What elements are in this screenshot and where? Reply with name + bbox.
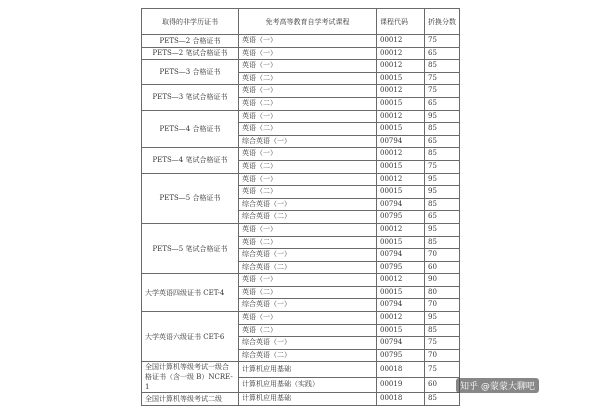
course-cell: 综合英语（一） — [239, 198, 377, 211]
score-cell: 95 — [425, 110, 460, 123]
certificate-cell: 大学英语四级证书 CET-4 — [142, 274, 239, 312]
code-cell: 00795 — [377, 349, 425, 362]
score-cell: 65 — [425, 211, 460, 224]
course-cell: 英语（二） — [239, 186, 377, 199]
score-cell: 75 — [425, 35, 460, 48]
code-cell: 00794 — [377, 337, 425, 350]
code-cell: 00012 — [377, 85, 425, 98]
code-cell: 00012 — [377, 110, 425, 123]
certificate-cell: PETS—3 笔试合格证书 — [142, 85, 239, 110]
code-cell: 00012 — [377, 274, 425, 287]
course-cell: 综合英语（二） — [239, 349, 377, 362]
course-cell: 综合英语（二） — [239, 211, 377, 224]
course-cell: 综合英语（一） — [239, 135, 377, 148]
course-cell: 英语（二） — [239, 160, 377, 173]
certificate-cell: PETS—3 合格证书 — [142, 60, 239, 85]
score-cell: 75 — [425, 337, 460, 350]
header-course-code: 课程代码 — [377, 9, 425, 35]
score-cell: 85 — [425, 324, 460, 337]
code-cell: 00018 — [377, 362, 425, 378]
code-cell: 00794 — [377, 249, 425, 262]
table-row — [142, 393, 460, 406]
score-cell: 85 — [425, 198, 460, 211]
code-cell: 00012 — [377, 173, 425, 186]
course-cell: 英语（一） — [239, 60, 377, 73]
code-cell: 00018 — [377, 393, 425, 406]
course-cell: 计算机应用基础 — [239, 393, 377, 406]
score-cell: 85 — [425, 393, 460, 406]
code-cell: 00012 — [377, 35, 425, 48]
certificate-cell: 全国计算机等级考试一级合格证书（含一级 B）NCRE-1 — [142, 362, 239, 393]
table-row — [142, 312, 460, 325]
score-cell: 85 — [425, 123, 460, 136]
code-cell: 00794 — [377, 299, 425, 312]
course-cell: 英语（一） — [239, 35, 377, 48]
score-cell: 95 — [425, 186, 460, 199]
course-cell: 计算机应用基础（实践） — [239, 377, 377, 393]
score-cell: 85 — [425, 148, 460, 161]
course-cell: 英语（二） — [239, 236, 377, 249]
score-cell: 65 — [425, 47, 460, 60]
course-cell: 综合英语（一） — [239, 249, 377, 262]
course-cell: 英语（一） — [239, 173, 377, 186]
score-cell: 90 — [425, 274, 460, 287]
score-cell: 70 — [425, 299, 460, 312]
course-cell: 英语（一） — [239, 148, 377, 161]
code-cell: 00015 — [377, 160, 425, 173]
certificate-cell: PETS—5 合格证书 — [142, 173, 239, 223]
code-cell: 00015 — [377, 186, 425, 199]
code-cell: 00012 — [377, 60, 425, 73]
score-cell: 65 — [425, 135, 460, 148]
certificate-cell: PETS—2 笔试合格证书 — [142, 47, 239, 60]
table-row — [142, 148, 460, 161]
course-cell: 综合英语（二） — [239, 261, 377, 274]
watermark: 知乎 @蒙蒙大聊吧 — [456, 378, 539, 393]
code-cell: 00015 — [377, 324, 425, 337]
course-cell: 英语（二） — [239, 324, 377, 337]
code-cell: 00015 — [377, 123, 425, 136]
score-cell: 70 — [425, 349, 460, 362]
course-cell: 英语（一） — [239, 312, 377, 325]
score-cell: 95 — [425, 312, 460, 325]
code-cell: 00795 — [377, 261, 425, 274]
score-cell: 95 — [425, 223, 460, 236]
course-cell: 计算机应用基础 — [239, 362, 377, 378]
code-cell: 00019 — [377, 377, 425, 393]
code-cell: 00794 — [377, 135, 425, 148]
document-page — [141, 8, 460, 406]
score-cell: 95 — [425, 173, 460, 186]
code-cell: 00012 — [377, 312, 425, 325]
course-cell: 英语（一） — [239, 110, 377, 123]
course-cell: 英语（二） — [239, 72, 377, 85]
course-cell: 英语（二） — [239, 97, 377, 110]
score-cell: 75 — [425, 362, 460, 378]
score-cell: 85 — [425, 60, 460, 73]
code-cell: 00012 — [377, 148, 425, 161]
exemption-table — [141, 8, 460, 406]
course-cell: 英语（二） — [239, 286, 377, 299]
table-body — [142, 35, 460, 406]
score-cell: 65 — [425, 97, 460, 110]
score-cell: 75 — [425, 72, 460, 85]
table-row — [142, 173, 460, 186]
header-exempt-course: 免考高等教育自学考试课程 — [239, 9, 377, 35]
code-cell: 00795 — [377, 211, 425, 224]
certificate-cell: 大学英语六级证书 CET-6 — [142, 312, 239, 362]
score-cell: 75 — [425, 85, 460, 98]
score-cell: 80 — [425, 286, 460, 299]
table-row — [142, 47, 460, 60]
header-converted-score: 折换分数 — [425, 9, 460, 35]
score-cell: 60 — [425, 377, 460, 393]
course-cell: 综合英语（一） — [239, 299, 377, 312]
certificate-cell: PETS—5 笔试合格证书 — [142, 223, 239, 273]
certificate-cell: PETS—2 合格证书 — [142, 35, 239, 48]
course-cell: 英语（一） — [239, 274, 377, 287]
course-cell: 综合英语（一） — [239, 337, 377, 350]
code-cell: 00015 — [377, 286, 425, 299]
certificate-cell: PETS—4 合格证书 — [142, 110, 239, 148]
code-cell: 00015 — [377, 97, 425, 110]
certificate-cell: 全国计算机等级考试二级 — [142, 393, 239, 406]
score-cell: 75 — [425, 160, 460, 173]
table-row — [142, 223, 460, 236]
course-cell: 英语（一） — [239, 47, 377, 60]
course-cell: 英语（一） — [239, 85, 377, 98]
course-cell: 英语（二） — [239, 123, 377, 136]
code-cell: 00015 — [377, 236, 425, 249]
table-header-row — [142, 9, 460, 35]
code-cell: 00012 — [377, 47, 425, 60]
table-row — [142, 362, 460, 378]
table-row — [142, 110, 460, 123]
code-cell: 00015 — [377, 72, 425, 85]
table-row — [142, 60, 460, 73]
header-certificate: 取得的非学历证书 — [142, 9, 239, 35]
score-cell: 70 — [425, 249, 460, 262]
table-row — [142, 274, 460, 287]
certificate-cell: PETS—4 笔试合格证书 — [142, 148, 239, 173]
table-row — [142, 85, 460, 98]
score-cell: 85 — [425, 236, 460, 249]
score-cell: 60 — [425, 261, 460, 274]
code-cell: 00012 — [377, 223, 425, 236]
course-cell: 英语（一） — [239, 223, 377, 236]
table-row — [142, 35, 460, 48]
code-cell: 00794 — [377, 198, 425, 211]
